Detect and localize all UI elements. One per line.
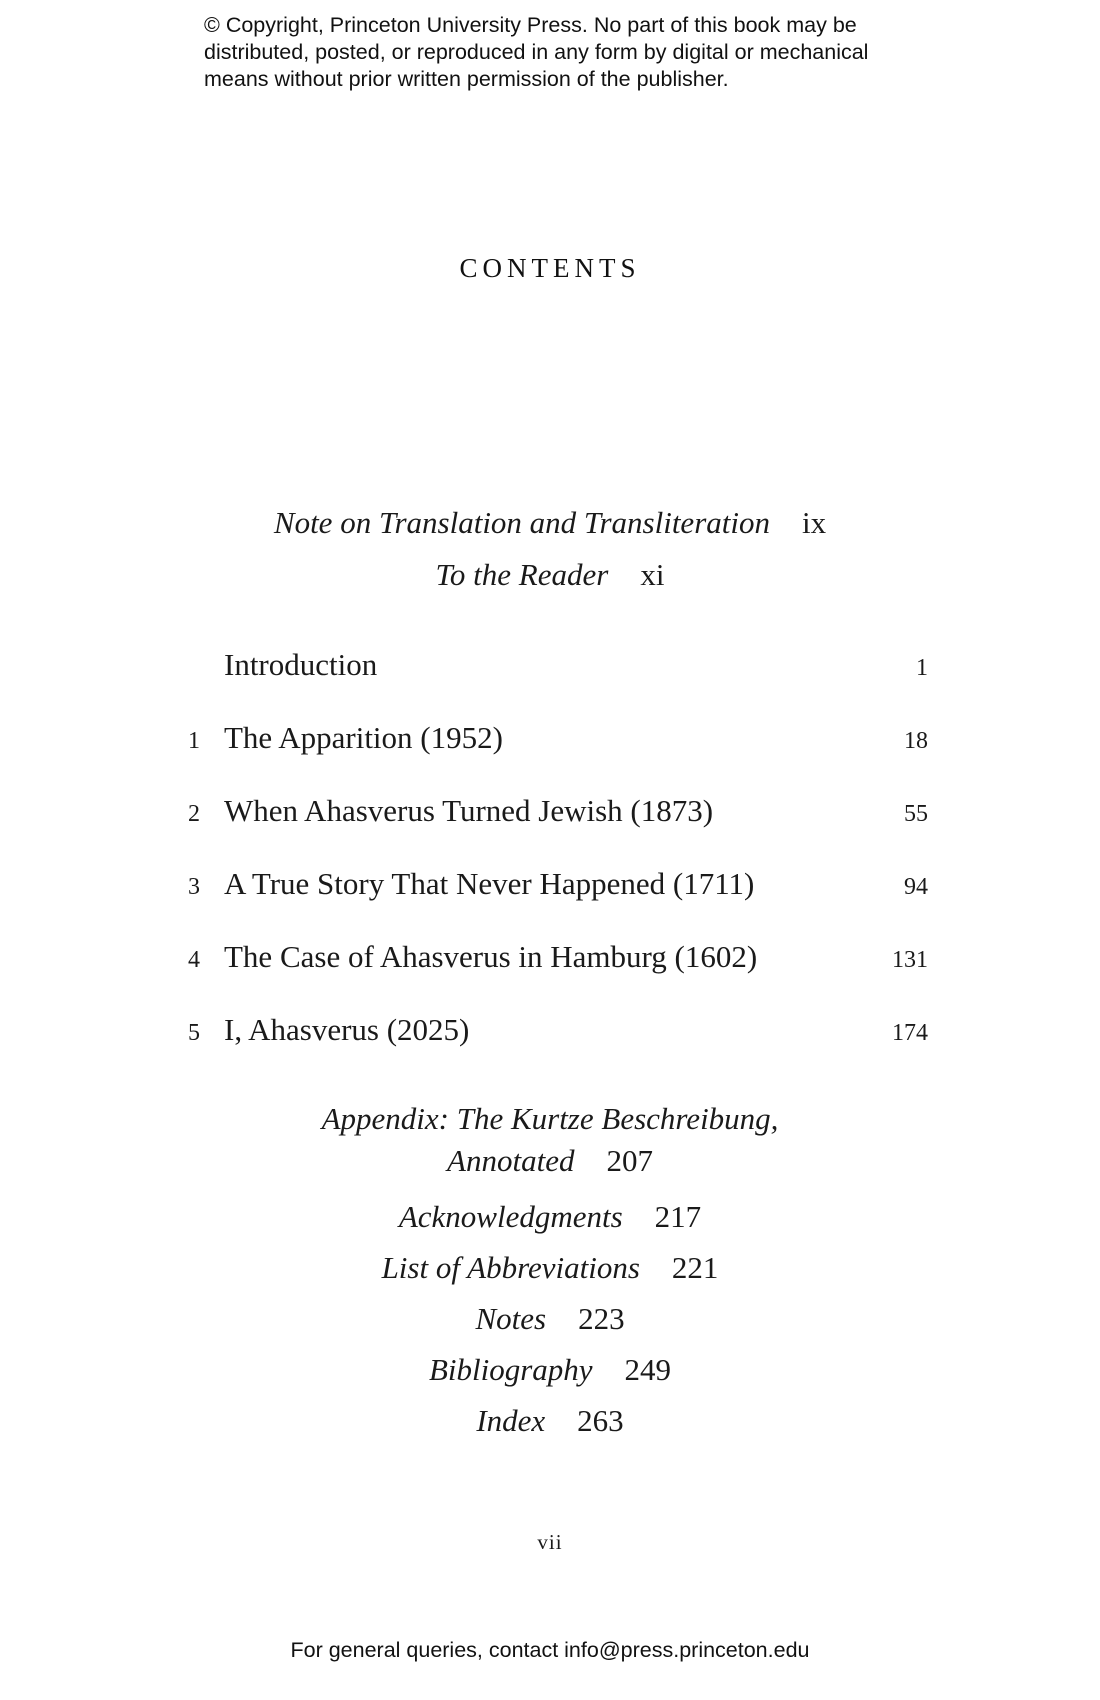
- copyright-line: © Copyright, Princeton University Press. No part of this book may be: [204, 13, 857, 37]
- toc-entry-title: To the Reader: [435, 557, 609, 592]
- footer-contact: For general queries, contact info@press.princeton.edu: [290, 1638, 810, 1662]
- toc-entry-title: Bibliography: [428, 1352, 593, 1387]
- toc-entry-title: Notes: [475, 1301, 547, 1336]
- back-matter-list: [0, 1098, 1100, 1446]
- toc-entry-acknowledgments[interactable]: [0, 1191, 1100, 1242]
- toc-entry-title: List of Abbreviations: [381, 1250, 640, 1285]
- chapter-number: 2: [188, 801, 200, 827]
- toc-entry-chapter-3[interactable]: [0, 856, 1100, 929]
- chapter-list: [0, 637, 1100, 1075]
- toc-entry-title: Acknowledgments: [398, 1199, 623, 1234]
- chapter-page: 18: [904, 728, 928, 754]
- toc-entry-page: 249: [624, 1352, 672, 1387]
- toc-entry-page: 221: [671, 1250, 719, 1285]
- chapter-page: 174: [892, 1020, 928, 1046]
- chapter-number: 1: [188, 728, 200, 754]
- chapter-title: I, Ahasverus (2025): [224, 1012, 470, 1047]
- chapter-title: Introduction: [224, 647, 378, 682]
- toc-entry-notes[interactable]: [0, 1293, 1100, 1344]
- toc-entry-title: Index: [476, 1403, 546, 1438]
- chapter-title: When Ahasverus Turned Jewish (1873): [224, 793, 714, 828]
- toc-entry-page: 207: [606, 1143, 653, 1178]
- toc-entry-page: 217: [654, 1199, 702, 1234]
- toc-entry-chapter-5[interactable]: [0, 1002, 1100, 1075]
- toc-entry-chapter-1[interactable]: [0, 710, 1100, 783]
- copyright-notice: [204, 12, 924, 93]
- toc-entry-page: 223: [578, 1301, 625, 1336]
- toc-entry-page: ix: [801, 505, 827, 540]
- toc-entry-note-on-translation[interactable]: [0, 497, 1100, 549]
- toc-entry-index[interactable]: [0, 1395, 1100, 1446]
- front-matter-list: [0, 497, 1100, 601]
- page-folio: vii: [537, 1530, 563, 1554]
- toc-entry-abbreviations[interactable]: [0, 1242, 1100, 1293]
- toc-entry-introduction[interactable]: [0, 637, 1100, 710]
- toc-entry-chapter-2[interactable]: [0, 783, 1100, 856]
- copyright-line: distributed, posted, or reproduced in any form by digital or mechanical: [204, 40, 869, 64]
- chapter-page: 1: [916, 655, 928, 681]
- chapter-number: 3: [188, 874, 200, 900]
- toc-entry-chapter-4[interactable]: [0, 929, 1100, 1002]
- chapter-number: 4: [188, 947, 200, 973]
- toc-entry-page: xi: [640, 557, 665, 592]
- chapter-title: A True Story That Never Happened (1711): [224, 866, 755, 901]
- toc-entry-title-continued: Annotated: [447, 1143, 575, 1178]
- chapter-title: The Case of Ahasverus in Hamburg (1602): [224, 939, 758, 974]
- chapter-number: 5: [188, 1020, 200, 1046]
- toc-entry-to-the-reader[interactable]: [0, 549, 1100, 601]
- copyright-line: means without prior written permission of the publisher.: [204, 67, 729, 91]
- chapter-page: 131: [892, 947, 928, 973]
- chapter-title: The Apparition (1952): [224, 720, 503, 755]
- toc-entry-title: Appendix: The Kurtze Beschreibung,: [321, 1101, 779, 1136]
- contents-heading: CONTENTS: [459, 253, 641, 283]
- chapter-page: 94: [904, 874, 928, 900]
- chapter-page: 55: [904, 801, 928, 827]
- toc-entry-page: 263: [577, 1403, 624, 1438]
- toc-entry-appendix[interactable]: [0, 1098, 1100, 1182]
- toc-entry-title: Note on Translation and Transliteration: [273, 505, 770, 540]
- toc-entry-bibliography[interactable]: [0, 1344, 1100, 1395]
